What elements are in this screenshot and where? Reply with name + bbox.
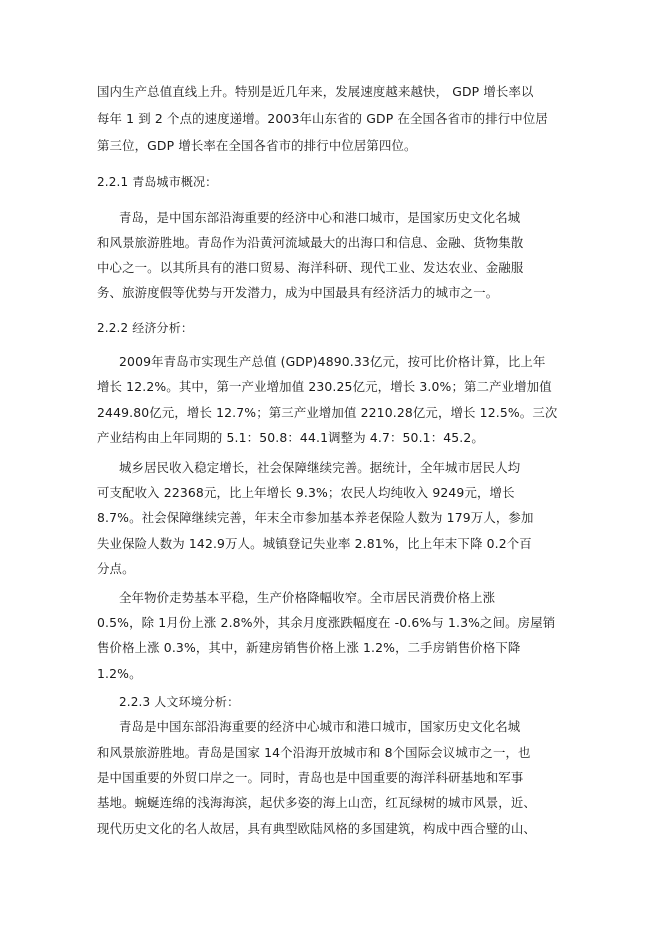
economy-prices-line-3: 售价格上涨 0.3%，其中，新建房销售价格上涨 1.2%，二手房销售价格下降 — [97, 640, 521, 655]
economy-gdp-line-1: 2009年青岛市实现生产总值 (GDP)4890.33亿元，按可比价格计算，比上年 — [119, 354, 546, 369]
overview-line-4: 务、旅游度假等优势与开发潜力，成为中国最具有经济活力的城市之一。 — [97, 285, 499, 300]
intro-line-1: 国内生产总值直线上升。特别是近几年来，发展速度越来越快， GDP 增长率以 — [97, 84, 534, 99]
section-heading-culture: 2.2.3 人文环境分析： — [119, 695, 240, 709]
economy-income-line-5: 分点。 — [97, 561, 135, 576]
economy-prices-line-2: 0.5%，除 1月份上涨 2.8%外，其余月度涨跌幅度在 -0.6%与 1.3%之间。房屋销 — [97, 615, 556, 630]
culture-line-3: 是中国重要的外贸口岸之一。同时，青岛也是中国重要的海洋科研基地和军事 — [97, 770, 524, 785]
section-heading-city-overview: 2.2.1 青岛城市概况： — [97, 175, 218, 189]
economy-income-line-4: 失业保险人数为 142.9万人。城镇登记失业率 2.81%，比上年末下降 0.2个百 — [97, 536, 532, 551]
economy-prices-line-1: 全年物价走势基本平稳，生产价格降幅收窄。全市居民消费价格上涨 — [119, 590, 496, 605]
economy-income-line-1: 城乡居民收入稳定增长，社会保障继续完善。据统计，全年城市居民人均 — [119, 460, 521, 475]
section-heading-economy: 2.2.2 经济分析： — [97, 321, 193, 335]
economy-income-line-2: 可支配收入 22368元，比上年增长 9.3%；农民人均纯收入 9249元，增长 — [97, 485, 515, 500]
economy-income-line-3: 8.7%。社会保障继续完善，年末全市参加基本养老保险人数为 179万人，参加 — [97, 510, 534, 525]
overview-line-2: 和风景旅游胜地。青岛作为沿黄河流域最大的出海口和信息、金融、货物集散 — [97, 235, 524, 250]
culture-line-1: 青岛是中国东部沿海重要的经济中心城市和港口城市，国家历史文化名城 — [119, 719, 521, 734]
economy-prices-line-4: 1.2%。 — [97, 666, 142, 681]
culture-line-4: 基地。蜿蜒连绵的浅海海滨，起伏多姿的海上山峦，红瓦绿树的城市风景，近、 — [97, 795, 536, 810]
intro-line-2: 每年 1 到 2 个点的速度递增。2003年山东省的 GDP 在全国各省市的排行中位居 — [97, 111, 548, 126]
economy-gdp-line-3: 2449.80亿元，增长 12.7%；第三产业增加值 2210.28亿元，增长 12.5%。三次 — [97, 405, 558, 420]
culture-line-2: 和风景旅游胜地。青岛是国家 14个沿海开放城市和 8个国际会议城市之一，也 — [97, 745, 531, 760]
intro-line-3: 第三位，GDP 增长率在全国各省市的排行中位居第四位。 — [97, 138, 417, 153]
overview-line-3: 中心之一。以其所具有的港口贸易、海洋科研、现代工业、发达农业、金融服 — [97, 260, 524, 275]
economy-gdp-line-2: 增长 12.2%。其中，第一产业增加值 230.25亿元，增长 3.0%；第二产业增加值 — [97, 379, 552, 394]
economy-gdp-line-4: 产业结构由上年同期的 5.1：50.8：44.1调整为 4.7：50.1：45.2。 — [97, 430, 484, 445]
overview-line-1: 青岛，是中国东部沿海重要的经济中心和港口城市，是国家历史文化名城 — [119, 210, 521, 225]
culture-line-5: 现代历史文化的名人故居，具有典型欧陆风格的多国建筑，构成中西合璧的山、 — [97, 821, 536, 836]
